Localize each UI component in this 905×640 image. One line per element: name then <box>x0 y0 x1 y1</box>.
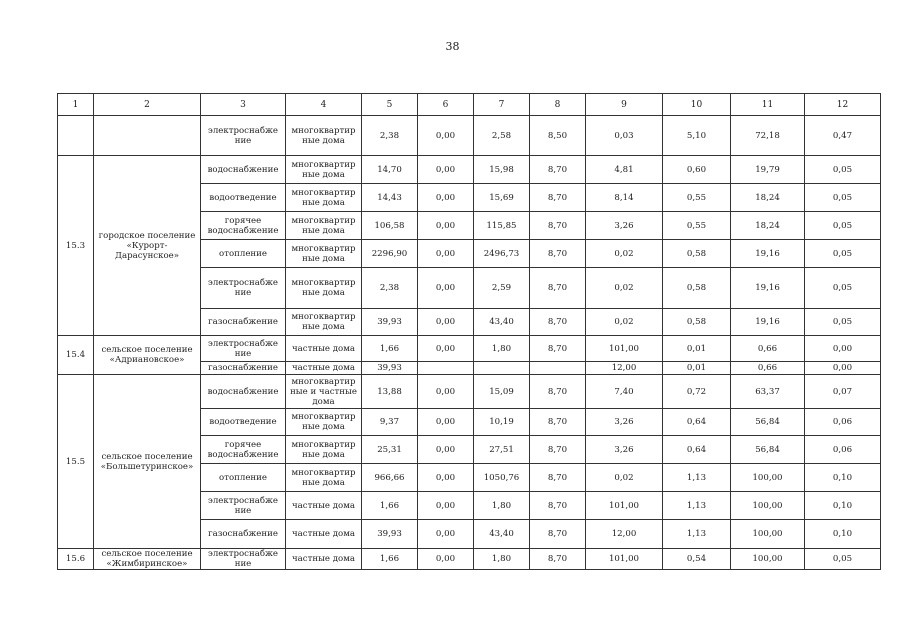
value-cell: 8,70 <box>530 240 586 268</box>
table-row <box>58 336 881 362</box>
value-cell: 106,58 <box>362 212 418 240</box>
building-type-cell: многоквартир ные и частные дома <box>286 375 362 409</box>
value-cell: 19,16 <box>731 240 805 268</box>
value-cell: 39,93 <box>362 362 418 375</box>
value-cell: 0,00 <box>418 464 474 492</box>
table-row <box>58 116 881 156</box>
value-cell: 0,05 <box>805 549 881 570</box>
value-cell: 15,69 <box>474 184 530 212</box>
value-cell: 9,37 <box>362 409 418 436</box>
value-cell: 0,58 <box>663 240 731 268</box>
value-cell: 15,09 <box>474 375 530 409</box>
value-cell: 0,00 <box>418 309 474 336</box>
row-number-cell: 15.6 <box>58 549 94 570</box>
value-cell: 1,66 <box>362 492 418 520</box>
service-cell: водоотведение <box>201 184 286 212</box>
value-cell: 0,06 <box>805 409 881 436</box>
value-cell: 12,00 <box>586 520 663 549</box>
value-cell: 1,13 <box>663 520 731 549</box>
value-cell: 0,00 <box>418 336 474 362</box>
header-cell: 6 <box>418 94 474 116</box>
value-cell: 0,58 <box>663 268 731 309</box>
value-cell: 0,02 <box>586 268 663 309</box>
header-cell: 1 <box>58 94 94 116</box>
header-cell: 11 <box>731 94 805 116</box>
value-cell: 0,00 <box>418 268 474 309</box>
service-cell: водоснабжение <box>201 375 286 409</box>
value-cell <box>418 362 474 375</box>
value-cell: 2496,73 <box>474 240 530 268</box>
value-cell: 0,00 <box>805 336 881 362</box>
value-cell: 2,38 <box>362 268 418 309</box>
value-cell: 8,70 <box>530 492 586 520</box>
value-cell: 0,00 <box>418 156 474 184</box>
value-cell: 15,98 <box>474 156 530 184</box>
value-cell: 101,00 <box>586 549 663 570</box>
value-cell: 3,26 <box>586 409 663 436</box>
building-type-cell: многоквартир ные дома <box>286 212 362 240</box>
service-cell: горячее водоснабжение <box>201 436 286 464</box>
value-cell: 10,19 <box>474 409 530 436</box>
building-type-cell: многоквартир ные дома <box>286 156 362 184</box>
value-cell: 63,37 <box>731 375 805 409</box>
value-cell: 39,93 <box>362 309 418 336</box>
header-cell: 10 <box>663 94 731 116</box>
value-cell: 0,05 <box>805 184 881 212</box>
value-cell <box>530 362 586 375</box>
value-cell: 3,26 <box>586 436 663 464</box>
value-cell: 100,00 <box>731 464 805 492</box>
building-type-cell: частные дома <box>286 549 362 570</box>
value-cell: 8,70 <box>530 268 586 309</box>
value-cell: 14,70 <box>362 156 418 184</box>
building-type-cell: многоквартир ные дома <box>286 436 362 464</box>
value-cell: 0,00 <box>805 362 881 375</box>
value-cell: 1,80 <box>474 336 530 362</box>
value-cell: 0,66 <box>731 362 805 375</box>
header-cell: 12 <box>805 94 881 116</box>
value-cell: 19,79 <box>731 156 805 184</box>
table-row <box>58 375 881 409</box>
service-cell: газоснабжение <box>201 309 286 336</box>
value-cell: 3,26 <box>586 212 663 240</box>
header-cell: 5 <box>362 94 418 116</box>
value-cell: 14,43 <box>362 184 418 212</box>
value-cell: 1,66 <box>362 336 418 362</box>
row-number-cell <box>58 116 94 156</box>
value-cell: 56,84 <box>731 409 805 436</box>
value-cell: 100,00 <box>731 549 805 570</box>
value-cell: 7,40 <box>586 375 663 409</box>
value-cell: 8,70 <box>530 309 586 336</box>
value-cell: 8,70 <box>530 464 586 492</box>
tariff-table <box>57 93 881 570</box>
service-cell: электроснабже ние <box>201 116 286 156</box>
value-cell: 0,66 <box>731 336 805 362</box>
value-cell: 0,00 <box>418 492 474 520</box>
value-cell: 0,00 <box>418 212 474 240</box>
building-type-cell: многоквартир ные дома <box>286 184 362 212</box>
building-type-cell: многоквартир ные дома <box>286 309 362 336</box>
value-cell: 0,00 <box>418 436 474 464</box>
service-cell: газоснабжение <box>201 362 286 375</box>
value-cell: 0,10 <box>805 520 881 549</box>
value-cell: 101,00 <box>586 492 663 520</box>
value-cell: 0,05 <box>805 156 881 184</box>
value-cell: 0,00 <box>418 240 474 268</box>
building-type-cell: многоквартир ные дома <box>286 240 362 268</box>
service-cell: электроснабже ние <box>201 336 286 362</box>
header-cell: 2 <box>94 94 201 116</box>
header-row <box>58 94 881 116</box>
value-cell: 8,70 <box>530 409 586 436</box>
value-cell: 1,80 <box>474 549 530 570</box>
service-cell: отопление <box>201 464 286 492</box>
value-cell: 0,00 <box>418 520 474 549</box>
value-cell: 0,00 <box>418 375 474 409</box>
value-cell: 19,16 <box>731 309 805 336</box>
value-cell: 8,70 <box>530 520 586 549</box>
value-cell: 0,01 <box>663 362 731 375</box>
service-cell: электроснабже ние <box>201 549 286 570</box>
value-cell: 2,59 <box>474 268 530 309</box>
table-body <box>58 94 881 570</box>
value-cell: 2,38 <box>362 116 418 156</box>
value-cell: 0,02 <box>586 240 663 268</box>
value-cell: 115,85 <box>474 212 530 240</box>
row-number-cell: 15.4 <box>58 336 94 375</box>
table-row <box>58 549 881 570</box>
service-cell: водоотведение <box>201 409 286 436</box>
header-cell: 4 <box>286 94 362 116</box>
value-cell: 100,00 <box>731 492 805 520</box>
value-cell: 18,24 <box>731 184 805 212</box>
settlement-name-cell <box>94 116 201 156</box>
building-type-cell: многоквартир ные дома <box>286 268 362 309</box>
value-cell: 8,70 <box>530 336 586 362</box>
building-type-cell: многоквартир ные дома <box>286 116 362 156</box>
value-cell: 56,84 <box>731 436 805 464</box>
service-cell: горячее водоснабжение <box>201 212 286 240</box>
value-cell: 0,02 <box>586 464 663 492</box>
service-cell: газоснабжение <box>201 520 286 549</box>
value-cell: 8,70 <box>530 212 586 240</box>
value-cell: 8,70 <box>530 375 586 409</box>
value-cell: 0,64 <box>663 409 731 436</box>
value-cell: 27,51 <box>474 436 530 464</box>
value-cell: 8,70 <box>530 436 586 464</box>
value-cell: 0,05 <box>805 212 881 240</box>
value-cell: 966,66 <box>362 464 418 492</box>
value-cell: 0,05 <box>805 268 881 309</box>
value-cell: 1,66 <box>362 549 418 570</box>
settlement-name-cell: сельское поселение «Большетуринское» <box>94 375 201 549</box>
value-cell: 0,03 <box>586 116 663 156</box>
value-cell: 0,00 <box>418 549 474 570</box>
value-cell: 0,54 <box>663 549 731 570</box>
value-cell <box>474 362 530 375</box>
header-cell: 3 <box>201 94 286 116</box>
value-cell: 2,58 <box>474 116 530 156</box>
value-cell: 4,81 <box>586 156 663 184</box>
value-cell: 8,70 <box>530 549 586 570</box>
value-cell: 0,10 <box>805 492 881 520</box>
value-cell: 0,64 <box>663 436 731 464</box>
value-cell: 18,24 <box>731 212 805 240</box>
table-row <box>58 156 881 184</box>
value-cell: 8,70 <box>530 184 586 212</box>
value-cell: 39,93 <box>362 520 418 549</box>
value-cell: 19,16 <box>731 268 805 309</box>
settlement-name-cell: сельское поселение «Адриановское» <box>94 336 201 375</box>
value-cell: 1,80 <box>474 492 530 520</box>
value-cell: 8,50 <box>530 116 586 156</box>
building-type-cell: частные дома <box>286 362 362 375</box>
value-cell: 12,00 <box>586 362 663 375</box>
value-cell: 0,07 <box>805 375 881 409</box>
value-cell: 0,05 <box>805 309 881 336</box>
service-cell: электроснабже ние <box>201 268 286 309</box>
value-cell: 43,40 <box>474 520 530 549</box>
value-cell: 0,02 <box>586 309 663 336</box>
value-cell: 5,10 <box>663 116 731 156</box>
header-cell: 7 <box>474 94 530 116</box>
value-cell: 1,13 <box>663 464 731 492</box>
header-cell: 8 <box>530 94 586 116</box>
value-cell: 1050,76 <box>474 464 530 492</box>
service-cell: электроснабже ние <box>201 492 286 520</box>
value-cell: 0,00 <box>418 184 474 212</box>
service-cell: отопление <box>201 240 286 268</box>
value-cell: 0,58 <box>663 309 731 336</box>
value-cell: 72,18 <box>731 116 805 156</box>
value-cell: 0,60 <box>663 156 731 184</box>
value-cell: 8,70 <box>530 156 586 184</box>
value-cell: 0,10 <box>805 464 881 492</box>
value-cell: 0,55 <box>663 212 731 240</box>
building-type-cell: частные дома <box>286 336 362 362</box>
value-cell: 0,06 <box>805 436 881 464</box>
row-number-cell: 15.5 <box>58 375 94 549</box>
value-cell: 0,55 <box>663 184 731 212</box>
value-cell: 1,13 <box>663 492 731 520</box>
building-type-cell: частные дома <box>286 492 362 520</box>
value-cell: 0,05 <box>805 240 881 268</box>
building-type-cell: многоквартир ные дома <box>286 464 362 492</box>
row-number-cell: 15.3 <box>58 156 94 336</box>
value-cell: 25,31 <box>362 436 418 464</box>
header-cell: 9 <box>586 94 663 116</box>
value-cell: 101,00 <box>586 336 663 362</box>
value-cell: 0,00 <box>418 409 474 436</box>
settlement-name-cell: сельское поселение «Жимбиринское» <box>94 549 201 570</box>
value-cell: 0,47 <box>805 116 881 156</box>
settlement-name-cell: городское поселение «Курорт-Дарасунское» <box>94 156 201 336</box>
value-cell: 2296,90 <box>362 240 418 268</box>
service-cell: водоснабжение <box>201 156 286 184</box>
value-cell: 0,00 <box>418 116 474 156</box>
value-cell: 13,88 <box>362 375 418 409</box>
value-cell: 0,01 <box>663 336 731 362</box>
value-cell: 8,14 <box>586 184 663 212</box>
value-cell: 0,72 <box>663 375 731 409</box>
building-type-cell: частные дома <box>286 520 362 549</box>
value-cell: 100,00 <box>731 520 805 549</box>
building-type-cell: многоквартир ные дома <box>286 409 362 436</box>
page-number: 38 <box>445 40 460 53</box>
value-cell: 43,40 <box>474 309 530 336</box>
